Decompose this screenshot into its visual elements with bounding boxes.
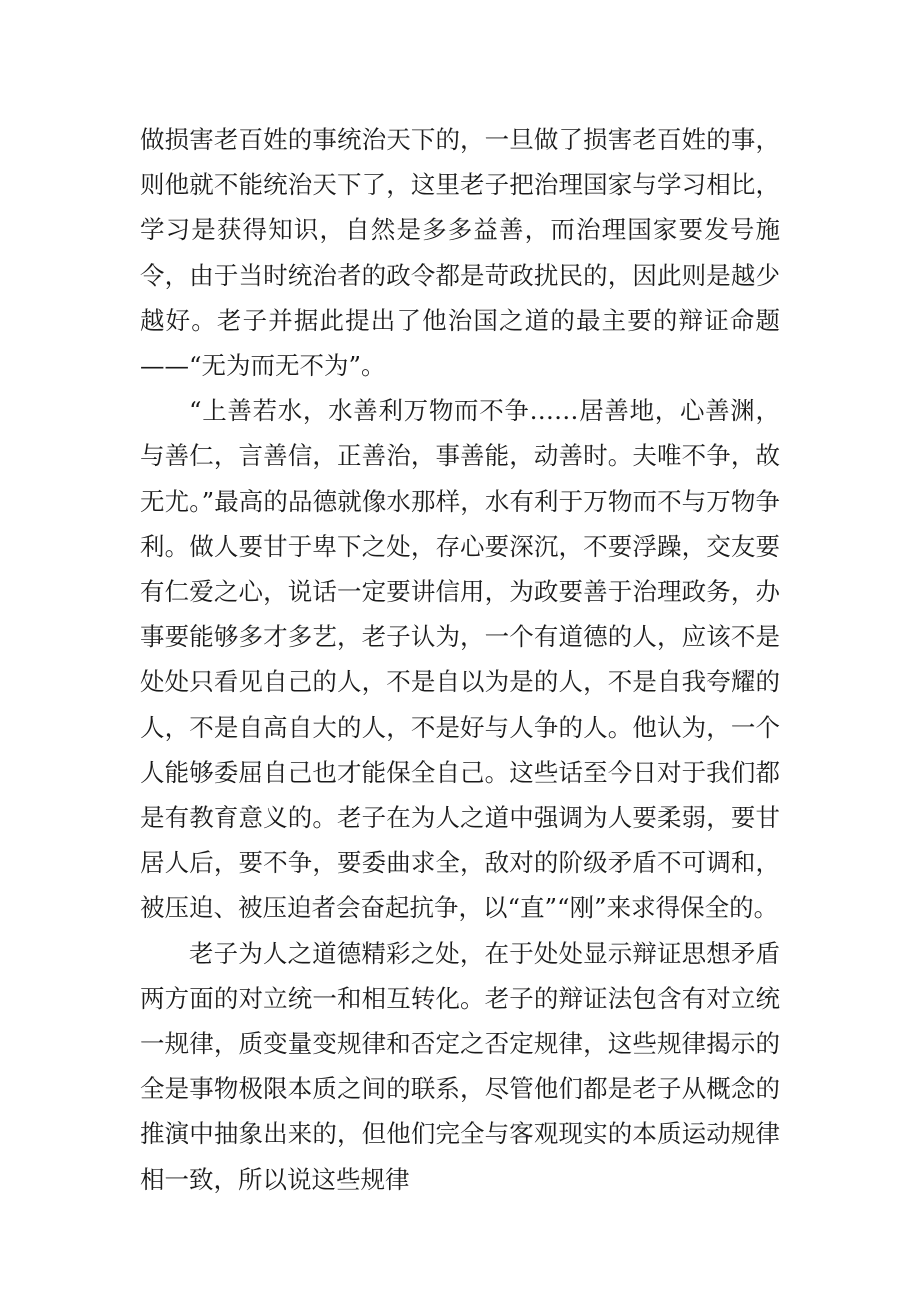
paragraph-2: “上善若水，水善利万物而不争……居善地，心善渊，与善仁，言善信，正善治，事善能，动善时。夫唯不争，故无尤。”最高的品德就像水那样，水有利于万物而不与万物争利。做人要甘于卑下之处，存心要深沉，不要浮躁，交友要有仁爱之心，说话一定要讲信用，为政要善于治理政务，办事要能够多才多艺，老子认为，一个有道德的人，应该不是处处只看见自己的人，不是自以为是的人，不是自我夸耀的人，不是自高自大的人，不是好与人争的人。他认为，一个人能够委屈自己也才能保全自己。这些话至今日对于我们都是有教育意义的。老子在为人之道中强调为人要柔弱，要甘居人后，要不争，要委曲求全，敌对的阶级矛盾不可调和，被压迫、被压迫者会奋起抗争，以“直”“刚”来求得保全的。 [140,396,780,923]
paragraph-3: 老子为人之道德精彩之处，在于处处显示辩证思想矛盾两方面的对立统一和相互转化。老子的辩证法包含有对立统一规律，质变量变规律和否定之否定规律，这些规律揭示的全是事物极限本质之间的联系，尽管他们都是老子从概念的推演中抽象出来的，但他们完全与客观现实的本质运动规律相一致，所以说这些规律 [140,938,780,1194]
body-text [140,117,780,1202]
paragraph-1: 做损害老百姓的事统治天下的，一旦做了损害老百姓的事，则他就不能统治天下了，这里老子把治理国家与学习相比，学习是获得知识，自然是多多益善，而治理国家要发号施令，由于当时统治者的政令都是苛政扰民的，因此则是越少越好。老子并据此提出了他治国之道的最主要的辩证命题——“无为而无不为”。 [140,125,780,381]
